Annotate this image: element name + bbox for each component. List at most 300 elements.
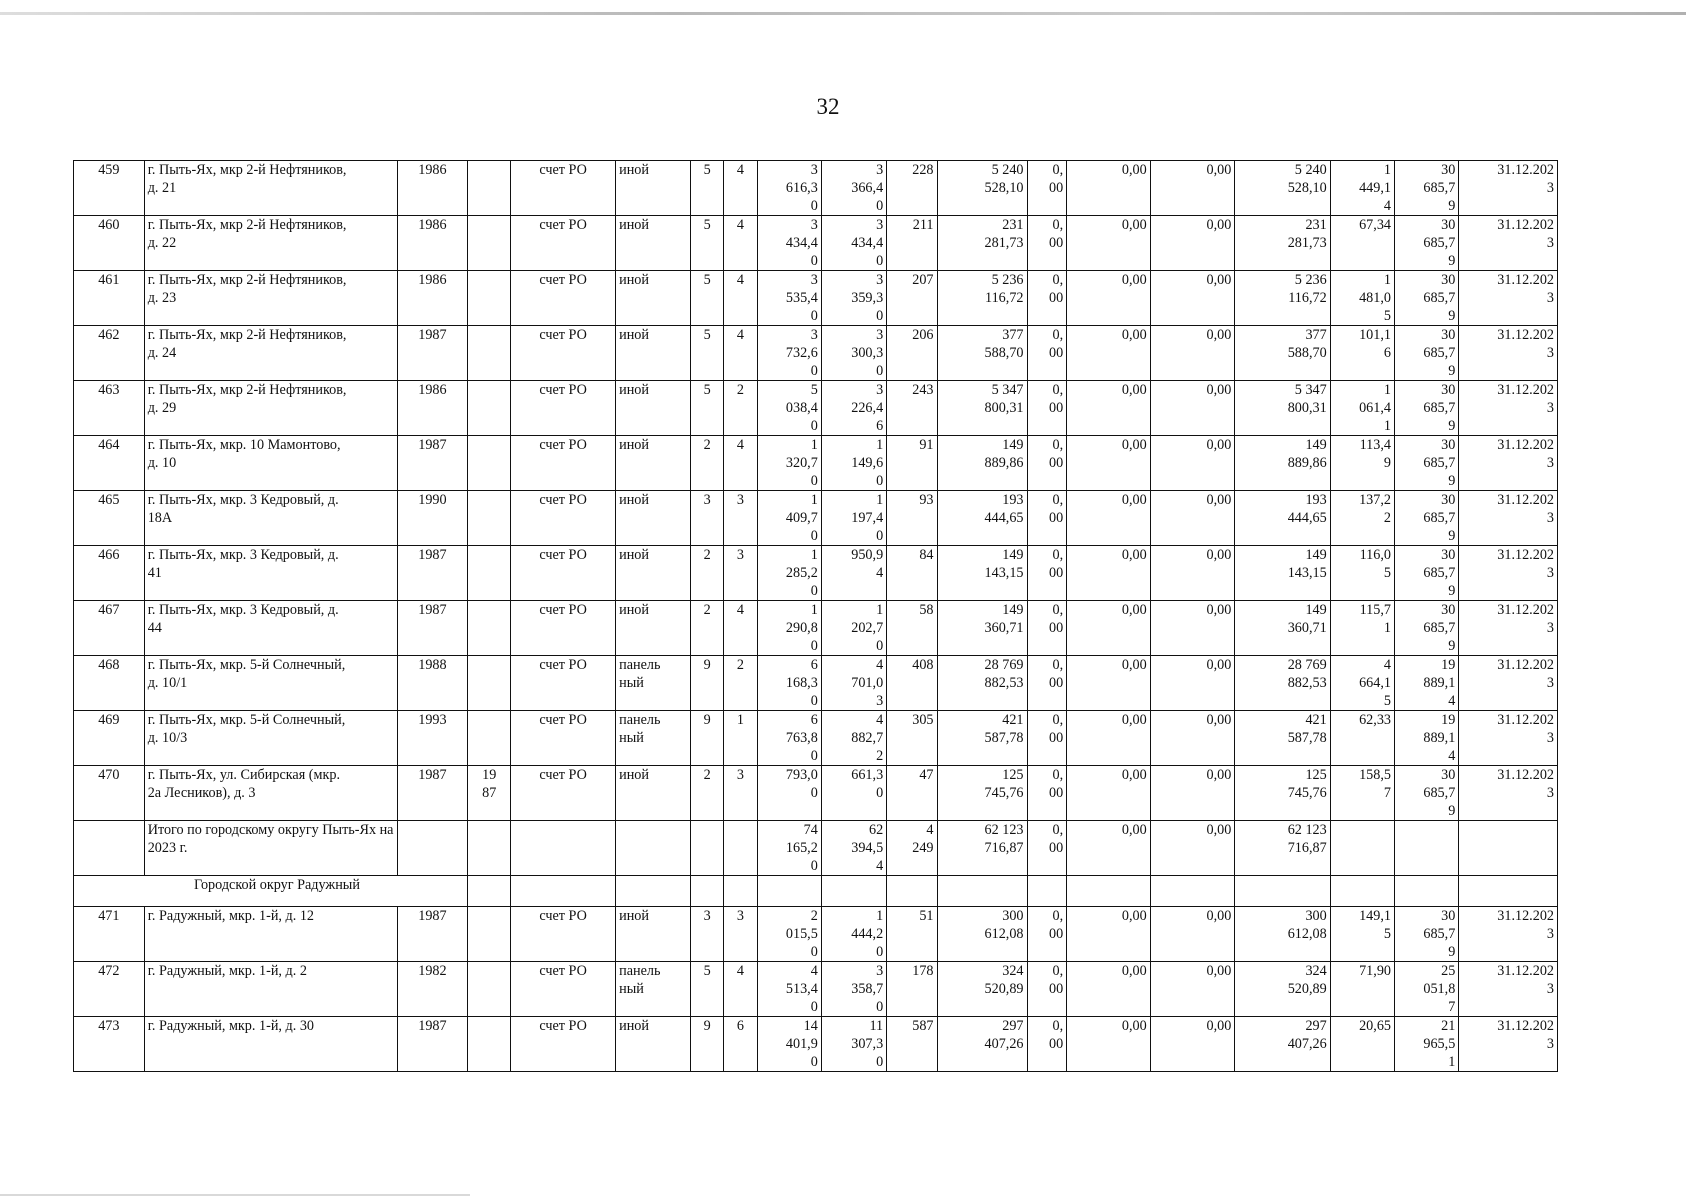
account-type-cell: счет РО [511,271,616,326]
wall-material-cell: иной [616,381,691,436]
cost-subsidy-a-cell: 0, 00 [1027,271,1067,326]
empty-cell [887,876,937,907]
living-area-cell: 3 226,4 6 [821,381,886,436]
residents-cell: 91 [887,436,937,491]
cost-subsidy-a-cell: 0, 00 [1027,436,1067,491]
cost-subsidy-b-cell: 0,00 [1067,436,1151,491]
account-type-cell: счет РО [511,546,616,601]
wall-material-cell: иной [616,766,691,821]
floors-cell: 2 [691,436,724,491]
total-cost-cell: 5 347 800,31 [937,381,1027,436]
residents-cell: 228 [887,161,937,216]
year-built-cell: 1987 [397,326,468,381]
year-built-cell: 1987 [397,601,468,656]
max-unit-cost-cell: 30 685,7 9 [1395,326,1459,381]
year-built-cell: 1987 [397,766,468,821]
wall-material-cell [616,821,691,876]
entrances-cell: 4 [724,601,757,656]
year-commissioned-cell [468,601,511,656]
cost-subsidy-b-cell: 0,00 [1067,907,1151,962]
row-number-cell: 473 [74,1017,145,1072]
entrances-cell: 6 [724,1017,757,1072]
total-area-cell: 3 434,4 0 [757,216,821,271]
address-cell: Итого по городскому округу Пыть-Ях на 2023 г. [144,821,397,876]
address-cell: г. Радужный, мкр. 1-й, д. 30 [144,1017,397,1072]
deadline-date-cell: 31.12.202 3 [1459,216,1558,271]
entrances-cell: 3 [724,907,757,962]
living-area-cell: 950,9 4 [821,546,886,601]
table-row [74,546,1558,601]
year-commissioned-cell [468,907,511,962]
residents-cell: 243 [887,381,937,436]
unit-cost-cell: 149,1 5 [1330,907,1394,962]
row-number-cell: 466 [74,546,145,601]
address-cell: г. Радужный, мкр. 1-й, д. 2 [144,962,397,1017]
living-area-cell: 3 359,3 0 [821,271,886,326]
deadline-date-cell: 31.12.202 3 [1459,1017,1558,1072]
residents-cell: 305 [887,711,937,766]
max-unit-cost-cell: 30 685,7 9 [1395,491,1459,546]
row-number-cell: 461 [74,271,145,326]
total-area-cell: 3 732,6 0 [757,326,821,381]
cost-fund-cell: 149 360,71 [1235,601,1330,656]
cost-subsidy-b-cell: 0,00 [1067,491,1151,546]
wall-material-cell: иной [616,907,691,962]
living-area-cell: 3 366,4 0 [821,161,886,216]
row-number-cell: 459 [74,161,145,216]
residents-cell: 211 [887,216,937,271]
table-row [74,766,1558,821]
max-unit-cost-cell: 30 685,7 9 [1395,436,1459,491]
total-area-cell: 1 290,8 0 [757,601,821,656]
empty-cell [821,876,886,907]
year-built-cell: 1987 [397,1017,468,1072]
cost-subsidy-a-cell: 0, 00 [1027,381,1067,436]
living-area-cell: 3 358,7 0 [821,962,886,1017]
floors-cell: 5 [691,216,724,271]
table-row [74,601,1558,656]
cost-subsidy-a-cell: 0, 00 [1027,821,1067,876]
floors-cell: 2 [691,546,724,601]
entrances-cell [724,821,757,876]
residents-cell: 47 [887,766,937,821]
unit-cost-cell: 4 664,1 5 [1330,656,1394,711]
year-commissioned-cell [468,216,511,271]
deadline-date-cell: 31.12.202 3 [1459,601,1558,656]
cost-subsidy-c-cell: 0,00 [1150,601,1235,656]
deadline-date-cell: 31.12.202 3 [1459,436,1558,491]
cost-subsidy-b-cell: 0,00 [1067,656,1151,711]
entrances-cell: 4 [724,326,757,381]
total-area-cell: 1 320,7 0 [757,436,821,491]
address-cell: г. Пыть-Ях, мкр. 3 Кедровый, д. 18А [144,491,397,546]
address-cell: г. Пыть-Ях, мкр 2-й Нефтяников, д. 21 [144,161,397,216]
year-built-cell: 1986 [397,216,468,271]
year-commissioned-cell [468,711,511,766]
cost-subsidy-a-cell: 0, 00 [1027,491,1067,546]
unit-cost-cell: 1 061,4 1 [1330,381,1394,436]
cost-subsidy-b-cell: 0,00 [1067,216,1151,271]
year-built-cell: 1988 [397,656,468,711]
table-row [74,907,1558,962]
address-cell: г. Пыть-Ях, мкр 2-й Нефтяников, д. 22 [144,216,397,271]
cost-subsidy-c-cell: 0,00 [1150,436,1235,491]
row-number-cell: 472 [74,962,145,1017]
cost-subsidy-a-cell: 0, 00 [1027,161,1067,216]
row-number-cell: 462 [74,326,145,381]
address-cell: г. Пыть-Ях, ул. Сибирская (мкр. 2а Лесников), д. 3 [144,766,397,821]
residents-cell: 51 [887,907,937,962]
address-cell: г. Пыть-Ях, мкр 2-й Нефтяников, д. 29 [144,381,397,436]
total-area-cell: 3 535,4 0 [757,271,821,326]
empty-cell [1150,876,1235,907]
max-unit-cost-cell: 30 685,7 9 [1395,381,1459,436]
empty-cell [1235,876,1330,907]
total-cost-cell: 62 123 716,87 [937,821,1027,876]
address-cell: г. Пыть-Ях, мкр 2-й Нефтяников, д. 23 [144,271,397,326]
total-area-cell: 6 763,8 0 [757,711,821,766]
account-type-cell: счет РО [511,962,616,1017]
cost-subsidy-c-cell: 0,00 [1150,711,1235,766]
year-built-cell: 1982 [397,962,468,1017]
total-area-cell: 6 168,3 0 [757,656,821,711]
deadline-date-cell: 31.12.202 3 [1459,271,1558,326]
wall-material-cell: иной [616,326,691,381]
year-commissioned-cell [468,271,511,326]
cost-subsidy-c-cell: 0,00 [1150,656,1235,711]
max-unit-cost-cell: 30 685,7 9 [1395,161,1459,216]
address-cell: г. Пыть-Ях, мкр. 5-й Солнечный, д. 10/1 [144,656,397,711]
row-number-cell: 464 [74,436,145,491]
entrances-cell: 4 [724,436,757,491]
floors-cell: 9 [691,656,724,711]
deadline-date-cell: 31.12.202 3 [1459,546,1558,601]
total-area-cell: 14 401,9 0 [757,1017,821,1072]
table-row [74,656,1558,711]
address-cell: г. Пыть-Ях, мкр. 5-й Солнечный, д. 10/3 [144,711,397,766]
deadline-date-cell: 31.12.202 3 [1459,962,1558,1017]
floors-cell [691,821,724,876]
wall-material-cell: панель ный [616,656,691,711]
row-number-cell [74,821,145,876]
wall-material-cell: иной [616,436,691,491]
cost-subsidy-c-cell: 0,00 [1150,821,1235,876]
account-type-cell: счет РО [511,711,616,766]
total-row [74,821,1558,876]
table-row [74,962,1558,1017]
residents-cell: 58 [887,601,937,656]
unit-cost-cell: 116,0 5 [1330,546,1394,601]
cost-subsidy-a-cell: 0, 00 [1027,546,1067,601]
cost-subsidy-a-cell: 0, 00 [1027,711,1067,766]
unit-cost-cell: 158,5 7 [1330,766,1394,821]
address-cell: г. Пыть-Ях, мкр. 10 Мамонтово, д. 10 [144,436,397,491]
table-row [74,436,1558,491]
row-number-cell: 460 [74,216,145,271]
residents-cell: 206 [887,326,937,381]
table-row [74,271,1558,326]
floors-cell: 5 [691,381,724,436]
section-title: Городской округ Радужный [74,876,468,907]
cost-subsidy-b-cell: 0,00 [1067,711,1151,766]
floors-cell: 5 [691,161,724,216]
cost-fund-cell: 231 281,73 [1235,216,1330,271]
address-cell: г. Радужный, мкр. 1-й, д. 12 [144,907,397,962]
empty-cell [937,876,1027,907]
cost-subsidy-b-cell: 0,00 [1067,962,1151,1017]
empty-cell [511,876,616,907]
table-row [74,491,1558,546]
unit-cost-cell [1330,821,1394,876]
living-area-cell: 4 701,0 3 [821,656,886,711]
table-row [74,216,1558,271]
total-area-cell: 1 285,2 0 [757,546,821,601]
year-built-cell: 1986 [397,381,468,436]
year-built-cell: 1987 [397,546,468,601]
year-commissioned-cell: 19 87 [468,766,511,821]
year-built-cell: 1993 [397,711,468,766]
row-number-cell: 465 [74,491,145,546]
empty-cell [724,876,757,907]
total-area-cell: 4 513,4 0 [757,962,821,1017]
residents-cell: 587 [887,1017,937,1072]
year-commissioned-cell [468,656,511,711]
residents-cell: 4 249 [887,821,937,876]
address-cell: г. Пыть-Ях, мкр. 3 Кедровый, д. 44 [144,601,397,656]
cost-subsidy-a-cell: 0, 00 [1027,1017,1067,1072]
living-area-cell: 1 202,7 0 [821,601,886,656]
living-area-cell: 1 149,6 0 [821,436,886,491]
year-built-cell [397,821,468,876]
cost-subsidy-b-cell: 0,00 [1067,766,1151,821]
unit-cost-cell: 137,2 2 [1330,491,1394,546]
floors-cell: 5 [691,271,724,326]
deadline-date-cell: 31.12.202 3 [1459,907,1558,962]
cost-subsidy-b-cell: 0,00 [1067,271,1151,326]
account-type-cell: счет РО [511,216,616,271]
floors-cell: 5 [691,962,724,1017]
year-commissioned-cell [468,821,511,876]
empty-cell [1067,876,1151,907]
living-area-cell: 1 197,4 0 [821,491,886,546]
year-commissioned-cell [468,546,511,601]
cost-subsidy-a-cell: 0, 00 [1027,326,1067,381]
unit-cost-cell: 1 449,1 4 [1330,161,1394,216]
max-unit-cost-cell: 19 889,1 4 [1395,711,1459,766]
total-area-cell: 1 409,7 0 [757,491,821,546]
max-unit-cost-cell: 30 685,7 9 [1395,216,1459,271]
residents-cell: 178 [887,962,937,1017]
entrances-cell: 3 [724,766,757,821]
max-unit-cost-cell: 30 685,7 9 [1395,271,1459,326]
deadline-date-cell: 31.12.202 3 [1459,326,1558,381]
empty-cell [1027,876,1067,907]
total-cost-cell: 421 587,78 [937,711,1027,766]
cost-subsidy-a-cell: 0, 00 [1027,216,1067,271]
total-area-cell: 74 165,2 0 [757,821,821,876]
cost-fund-cell: 193 444,65 [1235,491,1330,546]
unit-cost-cell: 115,7 1 [1330,601,1394,656]
wall-material-cell: иной [616,161,691,216]
max-unit-cost-cell: 30 685,7 9 [1395,546,1459,601]
entrances-cell: 4 [724,962,757,1017]
cost-subsidy-a-cell: 0, 00 [1027,907,1067,962]
year-commissioned-cell [468,161,511,216]
total-area-cell: 3 616,3 0 [757,161,821,216]
deadline-date-cell: 31.12.202 3 [1459,381,1558,436]
residents-cell: 408 [887,656,937,711]
entrances-cell: 2 [724,381,757,436]
floors-cell: 5 [691,326,724,381]
empty-cell [1395,876,1459,907]
living-area-cell: 661,3 0 [821,766,886,821]
deadline-date-cell [1459,821,1558,876]
year-commissioned-cell [468,491,511,546]
cost-subsidy-c-cell: 0,00 [1150,1017,1235,1072]
cost-subsidy-b-cell: 0,00 [1067,821,1151,876]
row-number-cell: 467 [74,601,145,656]
year-built-cell: 1990 [397,491,468,546]
living-area-cell: 62 394,5 4 [821,821,886,876]
unit-cost-cell: 1 481,0 5 [1330,271,1394,326]
living-area-cell: 11 307,3 0 [821,1017,886,1072]
cost-subsidy-c-cell: 0,00 [1150,381,1235,436]
cost-subsidy-c-cell: 0,00 [1150,491,1235,546]
cost-fund-cell: 149 889,86 [1235,436,1330,491]
cost-subsidy-c-cell: 0,00 [1150,546,1235,601]
living-area-cell: 1 444,2 0 [821,907,886,962]
cost-subsidy-a-cell: 0, 00 [1027,962,1067,1017]
total-cost-cell: 324 520,89 [937,962,1027,1017]
cost-fund-cell: 5 236 116,72 [1235,271,1330,326]
row-number-cell: 463 [74,381,145,436]
max-unit-cost-cell: 30 685,7 9 [1395,766,1459,821]
max-unit-cost-cell: 19 889,1 4 [1395,656,1459,711]
total-cost-cell: 149 889,86 [937,436,1027,491]
cost-subsidy-c-cell: 0,00 [1150,326,1235,381]
cost-fund-cell: 5 347 800,31 [1235,381,1330,436]
account-type-cell [511,821,616,876]
entrances-cell: 3 [724,546,757,601]
wall-material-cell: панель ный [616,711,691,766]
account-type-cell: счет РО [511,326,616,381]
account-type-cell: счет РО [511,491,616,546]
account-type-cell: счет РО [511,161,616,216]
account-type-cell: счет РО [511,381,616,436]
max-unit-cost-cell: 25 051,8 7 [1395,962,1459,1017]
wall-material-cell: панель ный [616,962,691,1017]
deadline-date-cell: 31.12.202 3 [1459,766,1558,821]
total-cost-cell: 5 240 528,10 [937,161,1027,216]
deadline-date-cell: 31.12.202 3 [1459,711,1558,766]
deadline-date-cell: 31.12.202 3 [1459,161,1558,216]
cost-fund-cell: 5 240 528,10 [1235,161,1330,216]
cost-fund-cell: 149 143,15 [1235,546,1330,601]
unit-cost-cell: 101,1 6 [1330,326,1394,381]
year-commissioned-cell [468,962,511,1017]
table-row [74,161,1558,216]
cost-fund-cell: 324 520,89 [1235,962,1330,1017]
row-number-cell: 471 [74,907,145,962]
total-area-cell: 793,0 0 [757,766,821,821]
table-row [74,381,1558,436]
total-area-cell: 5 038,4 0 [757,381,821,436]
total-cost-cell: 300 612,08 [937,907,1027,962]
year-commissioned-cell [468,1017,511,1072]
unit-cost-cell: 62,33 [1330,711,1394,766]
total-cost-cell: 149 143,15 [937,546,1027,601]
entrances-cell: 4 [724,161,757,216]
floors-cell: 2 [691,601,724,656]
scan-edge-top [0,12,1686,15]
floors-cell: 9 [691,1017,724,1072]
row-number-cell: 469 [74,711,145,766]
cost-subsidy-b-cell: 0,00 [1067,601,1151,656]
section-header-row [74,876,1558,907]
entrances-cell: 3 [724,491,757,546]
max-unit-cost-cell [1395,821,1459,876]
empty-cell [691,876,724,907]
floors-cell: 9 [691,711,724,766]
cost-subsidy-c-cell: 0,00 [1150,271,1235,326]
address-cell: г. Пыть-Ях, мкр. 3 Кедровый, д. 41 [144,546,397,601]
total-area-cell: 2 015,5 0 [757,907,821,962]
wall-material-cell: иной [616,1017,691,1072]
cost-subsidy-c-cell: 0,00 [1150,907,1235,962]
cost-subsidy-b-cell: 0,00 [1067,326,1151,381]
account-type-cell: счет РО [511,907,616,962]
account-type-cell: счет РО [511,656,616,711]
cost-fund-cell: 28 769 882,53 [1235,656,1330,711]
year-built-cell: 1986 [397,161,468,216]
total-cost-cell: 5 236 116,72 [937,271,1027,326]
total-cost-cell: 125 745,76 [937,766,1027,821]
cost-subsidy-c-cell: 0,00 [1150,962,1235,1017]
cost-fund-cell: 125 745,76 [1235,766,1330,821]
floors-cell: 3 [691,491,724,546]
page-number: 32 [816,94,840,119]
account-type-cell: счет РО [511,766,616,821]
total-cost-cell: 231 281,73 [937,216,1027,271]
cost-subsidy-c-cell: 0,00 [1150,766,1235,821]
scan-edge-bottom [0,1194,470,1196]
floors-cell: 3 [691,907,724,962]
year-commissioned-cell [468,381,511,436]
cost-subsidy-a-cell: 0, 00 [1027,601,1067,656]
table-row [74,1017,1558,1072]
cost-fund-cell: 62 123 716,87 [1235,821,1330,876]
empty-cell [616,876,691,907]
empty-cell [468,876,511,907]
cost-subsidy-a-cell: 0, 00 [1027,766,1067,821]
cost-fund-cell: 377 588,70 [1235,326,1330,381]
cost-fund-cell: 421 587,78 [1235,711,1330,766]
max-unit-cost-cell: 21 965,5 1 [1395,1017,1459,1072]
unit-cost-cell: 113,4 9 [1330,436,1394,491]
cost-fund-cell: 297 407,26 [1235,1017,1330,1072]
cost-subsidy-c-cell: 0,00 [1150,216,1235,271]
wall-material-cell: иной [616,216,691,271]
wall-material-cell: иной [616,601,691,656]
entrances-cell: 2 [724,656,757,711]
living-area-cell: 3 434,4 0 [821,216,886,271]
total-cost-cell: 297 407,26 [937,1017,1027,1072]
wall-material-cell: иной [616,271,691,326]
entrances-cell: 1 [724,711,757,766]
residents-cell: 93 [887,491,937,546]
year-built-cell: 1986 [397,271,468,326]
row-number-cell: 470 [74,766,145,821]
